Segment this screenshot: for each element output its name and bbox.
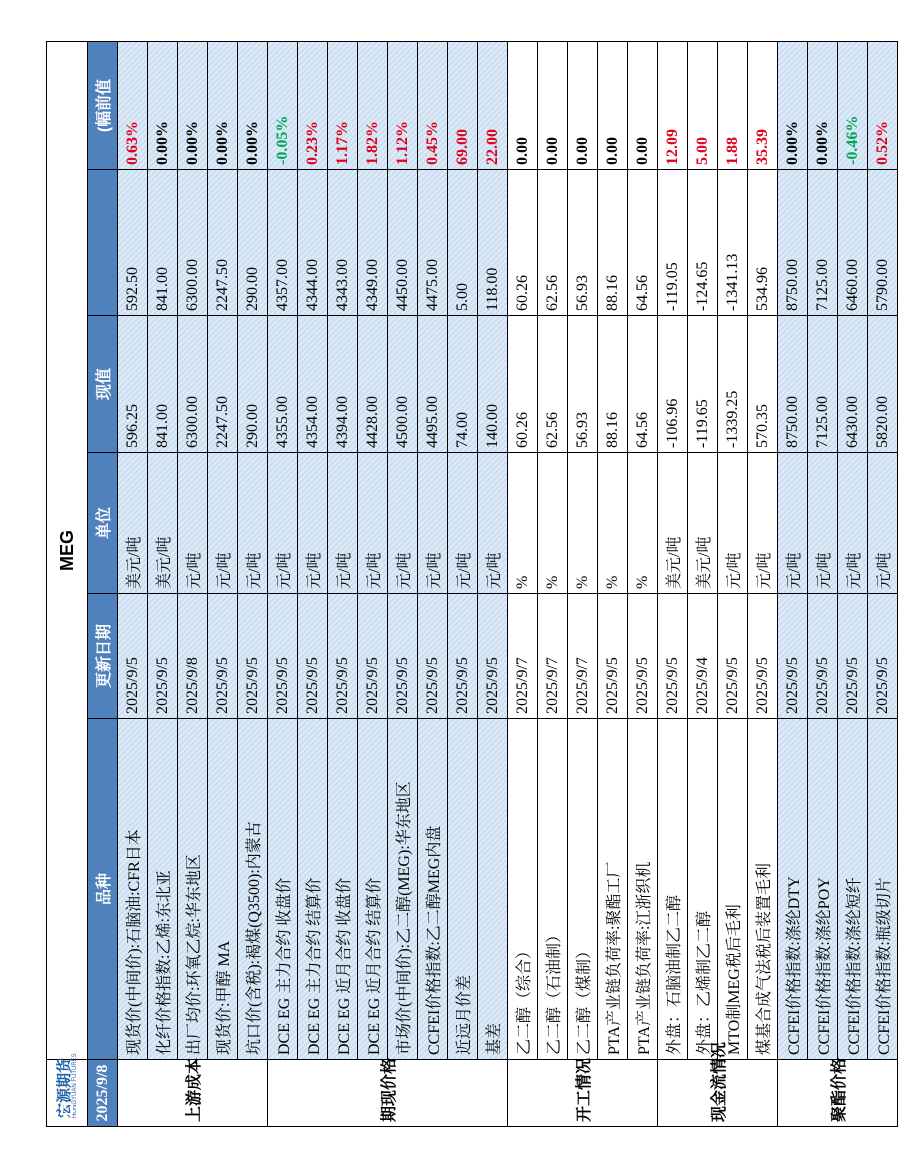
cell-change: 1.12% <box>388 41 418 169</box>
section-label: 期现价格 <box>268 1060 508 1127</box>
cell-date: 2025/9/5 <box>358 594 388 719</box>
table-row <box>268 41 298 1126</box>
table-row <box>838 41 868 1126</box>
cell-change: 0.00 <box>568 41 598 169</box>
section-label: 开工情况 <box>508 1060 658 1127</box>
cell-current: 56.93 <box>568 170 598 316</box>
cell-unit: 元/吨 <box>838 453 868 594</box>
cell-variety: 近远月价差 <box>448 719 478 1060</box>
cell-variety: 化纤价格指数:乙烯:东北亚 <box>148 719 178 1060</box>
cell-unit: 元/吨 <box>358 453 388 594</box>
cell-change: 0.00 <box>598 41 628 169</box>
table-body <box>118 41 898 1126</box>
cell-unit: 元/吨 <box>328 453 358 594</box>
cell-unit: 元/吨 <box>868 453 898 594</box>
table-row <box>508 41 538 1126</box>
table-row <box>328 41 358 1126</box>
cell-change: 1.17% <box>328 41 358 169</box>
section-label: 聚酯价格 <box>778 1060 898 1127</box>
cell-current: 60.26 <box>508 170 538 316</box>
cell-date: 2025/9/5 <box>208 594 238 719</box>
cell-date: 2025/9/5 <box>328 594 358 719</box>
page-title: MEG <box>47 41 88 1059</box>
cell-prev: 4354.00 <box>298 316 328 453</box>
table-row <box>298 41 328 1126</box>
cell-date: 2025/9/7 <box>538 594 568 719</box>
cell-variety: 煤基合成气法税后装置毛利 <box>748 719 778 1060</box>
cell-date: 2025/9/5 <box>808 594 838 719</box>
cell-current: 4475.00 <box>418 170 448 316</box>
cell-date: 2025/9/5 <box>268 594 298 719</box>
cell-prev: 841.00 <box>148 316 178 453</box>
cell-current: 4357.00 <box>268 170 298 316</box>
cell-date: 2025/9/5 <box>748 594 778 719</box>
cell-current: 4349.00 <box>358 170 388 316</box>
cell-change: 69.00 <box>448 41 478 169</box>
cell-date: 2025/9/5 <box>868 594 898 719</box>
cell-unit: 元/吨 <box>748 453 778 594</box>
section-label: 上游成本 <box>118 1060 268 1127</box>
table-row <box>658 41 688 1126</box>
cell-variety: 外盘：乙烯制乙二醇 <box>688 719 718 1060</box>
cell-change: 1.88 <box>718 41 748 169</box>
cell-change: 0.00% <box>238 41 268 169</box>
cell-unit: 元/吨 <box>448 453 478 594</box>
report-date: 2025/9/8 <box>88 1060 118 1127</box>
cell-prev: -119.65 <box>688 316 718 453</box>
cell-current: 118.00 <box>478 170 508 316</box>
cell-variety: 外盘：石脑油制乙二醇 <box>658 719 688 1060</box>
table-row <box>568 41 598 1126</box>
col-current: 现值 <box>88 316 118 453</box>
cell-variety: PTA产业链负荷率:聚酯工厂 <box>598 719 628 1060</box>
col-unit: 单位 <box>88 453 118 594</box>
cell-prev: 88.16 <box>598 316 628 453</box>
cell-change: 0.00% <box>808 41 838 169</box>
meg-table <box>46 41 898 1127</box>
cell-change: -0.05% <box>268 41 298 169</box>
cell-prev: 8750.00 <box>778 316 808 453</box>
cell-variety: CCFEI价格指数:涤纶DTY <box>778 719 808 1060</box>
cell-prev: 60.26 <box>508 316 538 453</box>
table-row <box>418 41 448 1126</box>
cell-current: 4450.00 <box>388 170 418 316</box>
table-row <box>178 41 208 1126</box>
table-row <box>238 41 268 1126</box>
cell-change: 0.00% <box>208 41 238 169</box>
cell-prev: 4394.00 <box>328 316 358 453</box>
cell-prev: 4500.00 <box>388 316 418 453</box>
cell-variety: 乙二醇（石油制） <box>538 719 568 1060</box>
table-row <box>358 41 388 1126</box>
cell-variety: 乙二醇（煤制） <box>568 719 598 1060</box>
cell-current: 7125.00 <box>808 170 838 316</box>
cell-date: 2025/9/5 <box>148 594 178 719</box>
cell-current: 592.50 <box>118 170 148 316</box>
cell-current: 290.00 <box>238 170 268 316</box>
cell-prev: 4428.00 <box>358 316 388 453</box>
cell-unit: 元/吨 <box>208 453 238 594</box>
cell-date: 2025/9/5 <box>418 594 448 719</box>
cell-unit: 元/吨 <box>718 453 748 594</box>
cell-prev: 6300.00 <box>178 316 208 453</box>
cell-current: 8750.00 <box>778 170 808 316</box>
cell-prev: -1339.25 <box>718 316 748 453</box>
cell-change: 12.09 <box>658 41 688 169</box>
cell-current: 64.56 <box>628 170 658 316</box>
cell-unit: 美元/吨 <box>148 453 178 594</box>
cell-prev: 4495.00 <box>418 316 448 453</box>
section-label: 现金流情况 <box>658 1060 778 1127</box>
cell-date: 2025/9/5 <box>238 594 268 719</box>
cell-variety: DCE EG 近月合约 收盘价 <box>328 719 358 1060</box>
cell-unit: 元/吨 <box>478 453 508 594</box>
cell-variety: DCE EG 近月合约 结算价 <box>358 719 388 1060</box>
cell-date: 2025/9/7 <box>508 594 538 719</box>
table-row <box>808 41 838 1126</box>
cell-current: 534.96 <box>748 170 778 316</box>
cell-date: 2025/9/5 <box>838 594 868 719</box>
logo-name: 宏源期货 <box>54 1057 73 1118</box>
cell-date: 2025/9/8 <box>178 594 208 719</box>
cell-prev: -106.96 <box>658 316 688 453</box>
cell-change: 0.00 <box>508 41 538 169</box>
cell-date: 2025/9/5 <box>628 594 658 719</box>
cell-variety: DCE EG 主力合约 收盘价 <box>268 719 298 1060</box>
cell-current: 2247.50 <box>208 170 238 316</box>
cell-prev: 62.56 <box>538 316 568 453</box>
cell-unit: 元/吨 <box>178 453 208 594</box>
cell-change: 35.39 <box>748 41 778 169</box>
table-row <box>598 41 628 1126</box>
cell-date: 2025/9/5 <box>298 594 328 719</box>
cell-variety: PTA产业链负荷率:江浙织机 <box>628 719 658 1060</box>
cell-prev: 74.00 <box>448 316 478 453</box>
cell-unit: 美元/吨 <box>688 453 718 594</box>
cell-date: 2025/9/5 <box>658 594 688 719</box>
cell-change: 0.63% <box>118 41 148 169</box>
cell-current: 4344.00 <box>298 170 328 316</box>
cell-change: -0.46% <box>838 41 868 169</box>
table-row <box>148 41 178 1126</box>
cell-current: 6460.00 <box>838 170 868 316</box>
cell-change: 0.52% <box>868 41 898 169</box>
cell-variety: 出厂均价:环氧乙烷:华东地区 <box>178 719 208 1060</box>
cell-change: 0.00 <box>628 41 658 169</box>
table-row <box>208 41 238 1126</box>
cell-unit: 美元/吨 <box>658 453 688 594</box>
cell-variety: 坑口价(含税):褐煤(Q3500):内蒙古 <box>238 719 268 1060</box>
cell-prev: 64.56 <box>628 316 658 453</box>
cell-unit: 元/吨 <box>388 453 418 594</box>
cell-unit: % <box>508 453 538 594</box>
col-variety: 品种 <box>88 719 118 1060</box>
cell-prev: 7125.00 <box>808 316 838 453</box>
cell-current: 5.00 <box>448 170 478 316</box>
col-change: (幅前值 <box>88 41 118 169</box>
cell-unit: 元/吨 <box>808 453 838 594</box>
logo <box>47 1053 88 1127</box>
table-row <box>778 41 808 1126</box>
cell-current: -1341.13 <box>718 170 748 316</box>
table-row <box>388 41 418 1126</box>
cell-date: 2025/9/5 <box>778 594 808 719</box>
cell-date: 2025/9/5 <box>478 594 508 719</box>
cell-prev: 290.00 <box>238 316 268 453</box>
cell-change: 0.00% <box>178 41 208 169</box>
col-blank <box>88 170 118 316</box>
cell-variety: DCE EG 主力合约 结算价 <box>298 719 328 1060</box>
rotated-report-table <box>46 42 893 1127</box>
cell-variety: 基差 <box>478 719 508 1060</box>
cell-date: 2025/9/5 <box>448 594 478 719</box>
cell-prev: 5820.00 <box>868 316 898 453</box>
table-row <box>448 41 478 1126</box>
table-row <box>718 41 748 1126</box>
cell-prev: 4355.00 <box>268 316 298 453</box>
cell-date: 2025/9/4 <box>688 594 718 719</box>
cell-change: 1.82% <box>358 41 388 169</box>
table-row <box>628 41 658 1126</box>
cell-change: 0.00% <box>778 41 808 169</box>
table-row <box>748 41 778 1126</box>
cell-unit: % <box>628 453 658 594</box>
cell-unit: % <box>598 453 628 594</box>
cell-change: 0.00 <box>538 41 568 169</box>
table-row <box>868 41 898 1126</box>
cell-date: 2025/9/5 <box>718 594 748 719</box>
cell-change: 0.00% <box>148 41 178 169</box>
cell-unit: 元/吨 <box>238 453 268 594</box>
cell-variety: CCFEI价格指数:涤纶POY <box>808 719 838 1060</box>
cell-date: 2025/9/5 <box>388 594 418 719</box>
cell-current: -124.65 <box>688 170 718 316</box>
cell-date: 2025/9/5 <box>598 594 628 719</box>
cell-current: -119.05 <box>658 170 688 316</box>
col-update-date: 更新日期 <box>88 594 118 719</box>
cell-unit: 元/吨 <box>298 453 328 594</box>
cell-unit: 美元/吨 <box>118 453 148 594</box>
cell-current: 841.00 <box>148 170 178 316</box>
cell-unit: 元/吨 <box>418 453 448 594</box>
cell-variety: 现货价:甲醇 MA <box>208 719 238 1060</box>
cell-variety: 乙二醇（综合） <box>508 719 538 1060</box>
cell-unit: 元/吨 <box>268 453 298 594</box>
cell-change: 22.00 <box>478 41 508 169</box>
cell-change: 0.23% <box>298 41 328 169</box>
cell-date: 2025/9/7 <box>568 594 598 719</box>
cell-date: 2025/9/5 <box>118 594 148 719</box>
cell-current: 88.16 <box>598 170 628 316</box>
cell-variety: CCFEI价格指数:乙二醇MEG内盘 <box>418 719 448 1060</box>
cell-variety: CCFEI价格指数:涤纶短纤 <box>838 719 868 1060</box>
table-row <box>688 41 718 1126</box>
cell-unit: 元/吨 <box>778 453 808 594</box>
cell-variety: MTO制MEG税后毛利 <box>718 719 748 1060</box>
cell-prev: 596.25 <box>118 316 148 453</box>
cell-variety: 市场价(中间价):乙二醇(MEG):华东地区 <box>388 719 418 1060</box>
cell-current: 6300.00 <box>178 170 208 316</box>
cell-prev: 2247.50 <box>208 316 238 453</box>
cell-current: 5790.00 <box>868 170 898 316</box>
cell-prev: 570.35 <box>748 316 778 453</box>
logo-subname: HONGYUAN FUTURES <box>71 1053 78 1118</box>
table-row <box>478 41 508 1126</box>
table-row <box>538 41 568 1126</box>
cell-change: 5.00 <box>688 41 718 169</box>
cell-change: 0.45% <box>418 41 448 169</box>
cell-variety: 现货价(中间价):石脑油:CFR日本 <box>118 719 148 1060</box>
cell-current: 4343.00 <box>328 170 358 316</box>
cell-prev: 56.93 <box>568 316 598 453</box>
cell-variety: CCFEI价格指数:瓶级切片 <box>868 719 898 1060</box>
cell-current: 62.56 <box>538 170 568 316</box>
cell-unit: % <box>538 453 568 594</box>
table-row <box>118 41 148 1126</box>
cell-prev: 6430.00 <box>838 316 868 453</box>
cell-prev: 140.00 <box>478 316 508 453</box>
cell-unit: % <box>568 453 598 594</box>
